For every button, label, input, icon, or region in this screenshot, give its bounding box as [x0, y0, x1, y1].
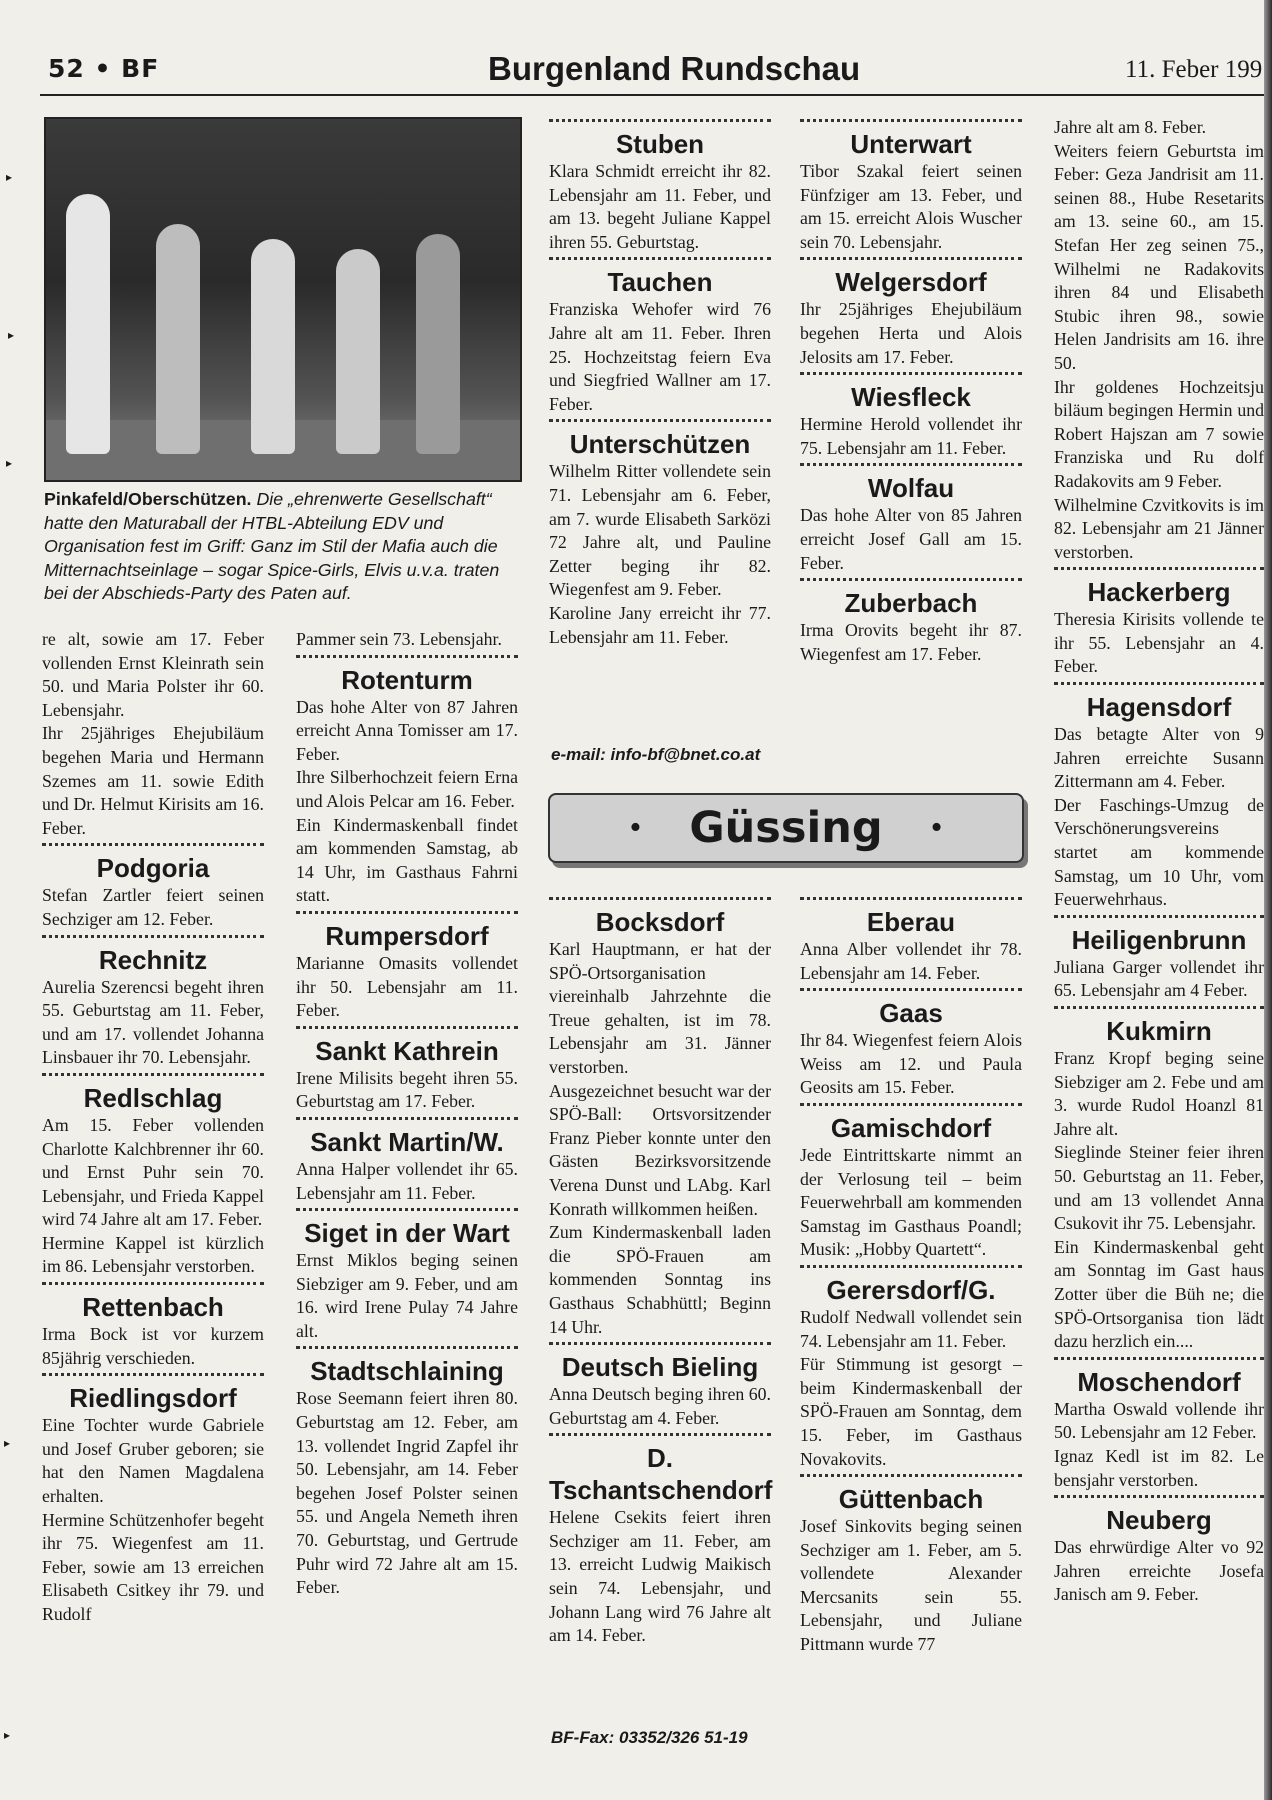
column-1 [42, 628, 264, 1627]
section-heading: Hagensdorf [1086, 692, 1232, 723]
column-4-top [800, 116, 1022, 666]
page-number: 52 • BF [48, 54, 160, 83]
column-3-top [549, 116, 771, 649]
column-2 [296, 628, 518, 1600]
column-5 [1054, 116, 1264, 1607]
section-heading: Gamischdorf [830, 1112, 992, 1143]
section-paragraph: Ihr 25jähriges Ehejubiläum begehen Herta und Alois Jelosits am 17. Feber. [800, 299, 1022, 367]
section-paragraph: Rose Seemann feiert ihren 80. Geburtstag am 12. Feber, am 13. vollendet Ingrid Zapfel ihr 50. Lebensjahr, am 14. Feber begehen Josef Polster seinen 55. und Angela Nemeth ihren 70. Geburtstag, und Gertrude Puhr wird 72 Jahre alt am 15. Feber. [296, 1388, 518, 1598]
section-heading: Tauchen [607, 267, 713, 298]
section-paragraph: Tibor Szakal feiert seinen Fünfziger am 13. Feber, und am 15. erreicht Alois Wuscher sein 70. Lebensjahr. [800, 161, 1022, 252]
section-paragraph: Das ehrwürdige Alter vo 92 Jahren erreichte Josefa Janisch am 9. Feber. [1054, 1537, 1264, 1605]
section-paragraph: Wilhelm Ritter vollendete sein 71. Lebensjahr am 6. Feber, am 7. wurde Elisabeth Sarközi 72 Jahre alt, und Pauline Zetter beging ihr 82. Wiegenfest am 9. Feber. [549, 461, 771, 600]
lead-paragraph: re alt, sowie am 17. Feber vollenden Ernst Kleinrath sein 50. und Maria Polster ihr 60. Lebensjahr. [42, 629, 264, 720]
margin-mark: ▸ [4, 1728, 11, 1742]
section-heading: Sankt Kathrein [315, 1035, 499, 1066]
section-unterwart [800, 119, 1022, 254]
newspaper-title: Burgenland Rundschau [488, 50, 861, 87]
section-zuberbach [800, 578, 1022, 666]
section-heading: D. Tschantschendorf [549, 1443, 773, 1506]
section-paragraph: Ernst Miklos beging seinen Siebziger am 9. Feber, und am 16. wird Irene Pulay 74 Jahre alt. [296, 1250, 518, 1341]
caption-place: Pinkafeld/Oberschützen. [44, 489, 252, 509]
page-edge [1264, 0, 1272, 1800]
section-heading: Unterwart [850, 129, 972, 159]
section-paragraph: Klara Schmidt erreicht ihr 82. Lebensjahr am 11. Feber, und am 13. begeht Juliane Kappel ihren 55. Geburtstag. [549, 161, 771, 252]
section-paragraph: Karl Hauptmann, er hat der SPÖ-Ortsorganisation viereinhalb Jahrzehnte die Treue gehalten, ist im 78. Lebensjahr am 31. Jänner verstorben. [549, 939, 771, 1077]
margin-mark: ▸ [8, 328, 15, 342]
section-heading: Unterschützen [569, 429, 751, 460]
section-heading: Güttenbach [838, 1484, 984, 1515]
section-paragraph: Am 15. Feber vollenden Charlotte Kalchbrenner ihr 60. und Ernst Puhr sein 70. Lebensjahr, und Frieda Kappel wird 74 Jahre alt am 17. Feber. [42, 1114, 264, 1230]
section-heading: Rumpersdorf [325, 920, 489, 951]
section-moschendorf [1054, 1357, 1264, 1492]
section-heading: Gaas [879, 998, 943, 1029]
section-paragraph: Anna Alber vollendet ihr 78. Lebensjahr am 14. Feber. [800, 939, 1022, 983]
section-heading: Moschendorf [1077, 1366, 1241, 1397]
section-heading: Hackerberg [1087, 577, 1231, 608]
section-paragraph: Ein Kindermaskenball findet am kommenden Samstag, ab 14 Uhr, im Gasthaus Fahrni statt. [296, 814, 518, 906]
section-gamischdorf [800, 1103, 1022, 1262]
section-gerersdorf-g [800, 1265, 1022, 1471]
margin-mark: ▸ [6, 170, 13, 184]
section-paragraph: Franziska Wehofer wird 76 Jahre alt am 11. Feber. Ihren 25. Hochzeitstag feiern Eva und Siegfried Wallner am 17. Feber. [549, 299, 771, 414]
section-heading: Zuberbach [844, 588, 978, 619]
email-line: e-mail: info-bf@bnet.co.at [551, 745, 761, 764]
section-paragraph: Irma Bock ist vor kurzem 85jährig verschieden. [42, 1324, 264, 1368]
caption-text: Die „ehrenwerte Gesellschaft“ hatte den Maturaball der HTBL-Abteilung EDV und Organisation fest im Griff: Ganz im Stil der Mafia auch die Mitternachtseinlage – sogar Spice-Girls, Elvis u.v.a. traten bei der Abschieds-Party des Paten auf. [44, 489, 500, 604]
fax-line: BF-Fax: 03352/326 51-19 [551, 1728, 748, 1747]
section-paragraph: Ausgezeichnet besucht war der SPÖ-Ball: Ortsvorsitzender Franz Pieber konnte unter den Gästen Bezirksvorsitzende Verena Dunst und LAbg. Karl Konrath willkommen heißen. [549, 1080, 771, 1219]
issue-date: 11. Feber 199 [1125, 56, 1263, 83]
section-neuberg [1054, 1495, 1264, 1607]
section-paragraph: Irma Orovits begeht ihr 87. Wiegenfest am 17. Feber. [800, 620, 1022, 664]
section-paragraph: Das hohe Alter von 87 Jahren erreicht Anna Tomisser am 17. Feber. [296, 696, 518, 764]
section-rotenturm [296, 655, 518, 908]
section-podgoria [42, 843, 264, 931]
event-photo [44, 117, 522, 482]
column-3-bottom [549, 894, 771, 1648]
section-siget-in-der-wart [296, 1208, 518, 1343]
section-paragraph: Das betagte Alter von 9 Jahren erreichte Susann Zittermann am 4. Feber. [1054, 724, 1264, 792]
section-paragraph: Hermine Schützenhofer begeht ihr 75. Wiegenfest am 11. Feber, sowie am 13 erreichen Elisabeth Csitkey ihr 79. und Rudolf [42, 1509, 264, 1624]
section-rechnitz [42, 935, 264, 1070]
section-paragraph: Ihre Silberhochzeit feiern Erna und Alois Pelcar am 16. Feber. [296, 767, 518, 811]
section-heading: Deutsch Bieling [561, 1352, 759, 1383]
section-heading: Eberau [866, 907, 956, 937]
section-heading: Wiesfleck [851, 382, 971, 413]
section-heading: Stuben [615, 129, 705, 159]
section-sankt-kathrein [296, 1026, 518, 1114]
section-paragraph: Martha Oswald vollende ihr 50. Lebensjahr am 12 Feber. [1054, 1398, 1264, 1443]
section-paragraph: Das hohe Alter von 85 Jahren erreicht Josef Gall am 15. Feber. [800, 505, 1022, 573]
section-paragraph: Ein Kindermaskenbal geht am Sonntag im Gast haus Zotter über die Büh ne; die SPÖ-Ortsorganisa tion lädt dazu herzlich ein.... [1054, 1236, 1264, 1352]
lead-paragraph: Ihr goldenes Hochzeitsju biläum begingen Hermin und Robert Hajszan am 7 sowie Franziska und Ru dolf Radakovits am 9 Feber. [1054, 376, 1264, 491]
district-name: Güssing [689, 803, 883, 853]
section-heading: Heiligenbrunn [1071, 924, 1247, 955]
section-heading: Rettenbach [82, 1292, 224, 1323]
section-paragraph: Franz Kropf beging seine Siebziger am 2. Febe und am 3. wurde Rudol Hoanzl 81 Jahre alt. [1054, 1048, 1264, 1139]
section-paragraph: Juliana Garger vollendet ihr 65. Lebensjahr am 4 Feber. [1054, 956, 1264, 1001]
section-hagensdorf [1054, 682, 1264, 912]
section-bocksdorf [549, 897, 771, 1339]
section-gaas [800, 988, 1022, 1100]
section-heading: Stadtschlaining [310, 1356, 504, 1387]
lead-paragraph: Pammer sein 73. Lebensjahr. [296, 629, 502, 649]
section-paragraph: Der Faschings-Umzug de Verschönerungsvereins startet am kommende Samstag, um 10 Uhr, vom Feuerwehrhaus. [1054, 794, 1264, 910]
section-guttenbach [800, 1474, 1022, 1657]
section-rettenbach [42, 1282, 264, 1370]
section-sankt-martin-w [296, 1117, 518, 1205]
section-paragraph: Zum Kindermaskenball laden die SPÖ-Frauen am kommenden Sonntag ins Gasthaus Schabhüttl; Beginn 14 Uhr. [549, 1222, 771, 1337]
section-stadtschlaining [296, 1346, 518, 1599]
section-heading: Welgersdorf [835, 267, 987, 298]
section-heading: Bocksdorf [595, 907, 725, 937]
section-paragraph: Theresia Kirisits vollende te ihr 55. Lebensjahr an 4. Feber. [1054, 609, 1264, 677]
section-heading: Siget in der Wart [304, 1218, 510, 1249]
section-paragraph: Aurelia Szerencsi begeht ihren 55. Geburtstag am 11. Feber, und am 17. vollendet Johanna Linsbauer ihr 70. Lebensjahr. [42, 976, 264, 1068]
district-banner: • Güssing • [548, 793, 1024, 863]
section-paragraph: Hermine Kappel ist kürzlich im 86. Lebensjahr verstorben. [42, 1232, 264, 1277]
section-deutsch-bieling [549, 1342, 771, 1430]
section-paragraph: Helene Csekits feiert ihren Sechziger am 11. Feber, am 13. erreicht Ludwig Maikisch sein 74. Lebensjahr, und Johann Lang wird 76 Jahre alt am 14. Feber. [549, 1507, 771, 1646]
section-wiesfleck [800, 372, 1022, 460]
section-paragraph: Josef Sinkovits beging seinen Sechziger am 1. Feber, am 5. vollendete Alexander Mercsanits sein 55. Lebensjahr, und Juliane Pittmann wurde 77 [800, 1516, 1022, 1655]
column-4-bottom [800, 894, 1022, 1657]
section-paragraph: Rudolf Nedwall vollendet sein 74. Lebensjahr am 11. Feber. [800, 1306, 1022, 1351]
section-hackerberg [1054, 567, 1264, 679]
section-heading: Kukmirn [1106, 1016, 1212, 1046]
section-heading: Redlschlag [83, 1082, 223, 1113]
section-paragraph: Sieglinde Steiner feier ihren 50. Geburtstag an 11. Feber, und am 13 vollendet Anna Csukovit ihr 75. Lebensjahr. [1054, 1142, 1264, 1234]
section-stuben [549, 119, 771, 254]
section-riedlingsdorf [42, 1373, 264, 1626]
section-unterschutzen [549, 419, 771, 649]
section-heading: Podgoria [96, 853, 210, 884]
lead-paragraph: Wilhelmine Czvitkovits is im 82. Lebensjahr am 21 Jänner verstorben. [1054, 494, 1264, 562]
section-wolfau [800, 463, 1022, 575]
section-heading: Neuberg [1106, 1505, 1212, 1536]
section-paragraph: Eine Tochter wurde Gabriele und Josef Gruber geboren; sie hat den Namen Magdalena erhalten. [42, 1415, 264, 1507]
section-heading: Sankt Martin/W. [310, 1126, 504, 1157]
lead-paragraph: Weiters feiern Geburtsta im Feber: Geza Jandrisit am 11. seinen 88., Hube Resetarits am 13. seine 60., am 15. Stefan Her zeg seinen 75., Wilhelmi ne Radakovits ihren 84 und Elisabeth Stubic ihren 98., sowie Helen Jandrisits am 16. ihre 50. [1054, 140, 1264, 373]
section-paragraph: Karoline Jany erreicht ihr 77. Lebensjahr am 11. Feber. [549, 602, 771, 647]
section-paragraph: Marianne Omasits vollendet ihr 50. Lebensjahr am 11. Feber. [296, 952, 518, 1021]
section-rumpersdorf [296, 911, 518, 1023]
margin-mark: ▸ [4, 1436, 11, 1450]
section-kukmirn [1054, 1006, 1264, 1354]
section-d-tschantschendorf [549, 1433, 771, 1648]
lead-paragraph: Jahre alt am 8. Feber. [1054, 117, 1207, 137]
section-paragraph: Stefan Zartler feiert seinen Sechziger am 12. Feber. [42, 885, 264, 929]
section-redlschlag [42, 1073, 264, 1279]
section-welgersdorf [800, 257, 1022, 369]
margin-mark: ▸ [6, 456, 13, 470]
section-heading: Rotenturm [341, 664, 473, 695]
section-paragraph: Ignaz Kedl ist im 82. Le bensjahr verstorben. [1054, 1445, 1264, 1490]
section-heiligenbrunn [1054, 915, 1264, 1003]
page-header [40, 46, 1272, 96]
section-heading: Rechnitz [98, 944, 208, 975]
section-heading: Gerersdorf/G. [826, 1274, 996, 1305]
section-eberau [800, 897, 1022, 985]
lead-paragraph: Ihr 25jähriges Ehejubiläum begehen Maria und Hermann Szemes am 11. sowie Edith und Dr. Helmut Kirisits am 16. Feber. [42, 723, 264, 838]
section-paragraph: Irene Milisits begeht ihren 55. Geburtstag am 17. Feber. [296, 1067, 518, 1112]
section-paragraph: Ihr 84. Wiegenfest feiern Alois Weiss am 12. und Paula Geosits am 15. Feber. [800, 1030, 1022, 1098]
section-paragraph: Jede Eintrittskarte nimmt an der Verlosung teil – beim Feuerwehrball am kommenden Samstag im Gasthaus Poandl; Musik: „Hobby Quartett“. [800, 1144, 1022, 1260]
section-heading: Riedlingsdorf [69, 1383, 237, 1414]
section-paragraph: Anna Halper vollendet ihr 65. Lebensjahr am 11. Feber. [296, 1158, 518, 1203]
section-paragraph: Hermine Herold vollendet ihr 75. Lebensjahr am 11. Feber. [800, 414, 1022, 458]
photo-caption [44, 488, 520, 606]
section-tauchen [549, 257, 771, 416]
section-paragraph: Für Stimmung ist gesorgt – beim Kindermaskenball der SPÖ-Frauen am Sonntag, dem 15. Feber, im Gasthaus Novakovits. [800, 1354, 1022, 1469]
section-paragraph: Anna Deutsch beging ihren 60. Geburtstag am 4. Feber. [549, 1384, 771, 1428]
section-heading: Wolfau [867, 473, 955, 504]
